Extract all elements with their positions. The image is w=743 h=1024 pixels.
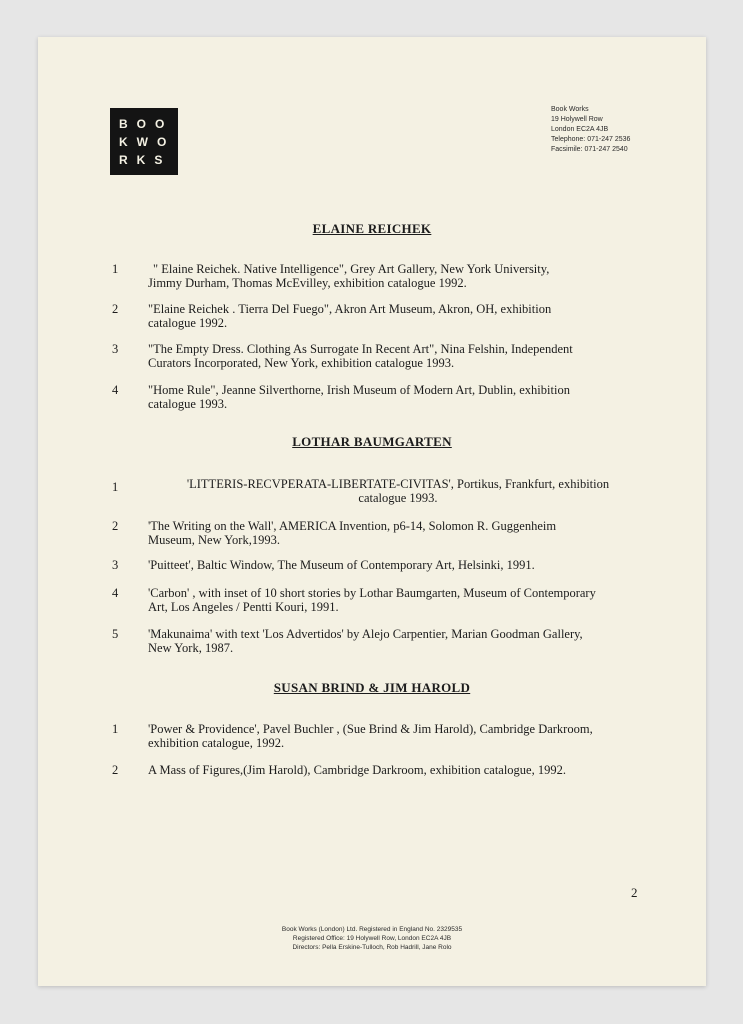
entry-line: exhibition catalogue, 1992. xyxy=(148,736,285,750)
bibliography-entry xyxy=(148,763,643,777)
address-line: 19 Holywell Row xyxy=(551,116,603,123)
item-number: 2 xyxy=(112,302,119,316)
item-number: 4 xyxy=(112,383,119,397)
entry-line: 'Makunaima' with text 'Los Advertidos' by Alejo Carpentier, Marian Goodman Gallery, xyxy=(148,627,583,641)
bibliography-entry xyxy=(148,262,643,290)
logo-row: KWO xyxy=(119,135,176,149)
address-line: Telephone: 071-247 2536 xyxy=(551,136,631,143)
page-number: 2 xyxy=(631,885,638,900)
footer-line: Registered Office: 19 Holywell Row, London EC2A 4JB xyxy=(292,935,452,942)
section-heading: SUSAN BRIND & JIM HAROLD xyxy=(273,680,471,695)
entry-line: 'Carbon' , with inset of 10 short stories by Lothar Baumgarten, Museum of Contemporary xyxy=(148,586,596,600)
entry-line: Curators Incorporated, New York, exhibition catalogue 1993. xyxy=(148,356,455,370)
footer-line: Directors: Pella Erskine-Tulloch, Rob Hadrill, Jane Rolo xyxy=(292,944,452,951)
item-number: 1 xyxy=(112,262,119,276)
bibliography-entry xyxy=(148,383,643,411)
bibliography-entry xyxy=(148,558,643,572)
entry-line: 'Puitteet', Baltic Window, The Museum of Contemporary Art, Helsinki, 1991. xyxy=(148,558,535,572)
letterhead-footer xyxy=(38,925,706,952)
document-page xyxy=(38,37,706,986)
footer-line: Book Works (London) Ltd. Registered in England No. 2329535 xyxy=(281,926,463,933)
entry-line: Museum, New York,1993. xyxy=(148,533,280,547)
bibliography-entry xyxy=(148,586,643,614)
address-line: London EC2A 4JB xyxy=(551,126,609,133)
item-number: 3 xyxy=(112,558,119,572)
entry-line: 'The Writing on the Wall', AMERICA Invention, p6-14, Solomon R. Guggenheim xyxy=(148,519,557,533)
bibliography-entry xyxy=(148,519,643,547)
section-heading: LOTHAR BAUMGARTEN xyxy=(292,434,452,449)
entry-line: 'LITTERIS-RECVPERATA-LIBERTATE-CIVITAS', Portikus, Frankfurt, exhibition xyxy=(186,477,610,491)
item-number: 1 xyxy=(112,722,119,736)
logo-row: RKS xyxy=(119,153,172,167)
entry-line: " Elaine Reichek. Native Intelligence", Grey Art Gallery, New York University, xyxy=(153,262,550,276)
item-number: 3 xyxy=(112,342,119,356)
entry-line: Art, Los Angeles / Pentti Kouri, 1991. xyxy=(148,600,339,614)
bibliography-entry xyxy=(148,722,643,750)
entry-line: "Elaine Reichek . Tierra Del Fuego", Akron Art Museum, Akron, OH, exhibition xyxy=(148,302,552,316)
entry-line: catalogue 1993. xyxy=(148,397,228,411)
bibliography-entry xyxy=(138,477,658,505)
entry-line: 'Power & Providence', Pavel Buchler , (Sue Brind & Jim Harold), Cambridge Darkroom, xyxy=(148,722,593,736)
entry-line: "The Empty Dress. Clothing As Surrogate In Recent Art", Nina Felshin, Independent xyxy=(148,342,573,356)
item-number: 4 xyxy=(112,586,119,600)
item-number: 2 xyxy=(112,519,119,533)
item-number: 2 xyxy=(112,763,119,777)
section-heading: ELAINE REICHEK xyxy=(312,221,432,236)
entry-line: Jimmy Durham, Thomas McEvilley, exhibition catalogue 1992. xyxy=(148,276,467,290)
entry-line: New York, 1987. xyxy=(148,641,234,655)
book-works-logo xyxy=(110,108,178,175)
bibliography-entry xyxy=(148,627,643,655)
item-number: 1 xyxy=(112,480,119,494)
address-line: Facsimile: 071-247 2540 xyxy=(551,146,628,153)
entry-line: catalogue 1992. xyxy=(148,316,228,330)
address-line: Book Works xyxy=(551,106,589,113)
entry-line: catalogue 1993. xyxy=(358,491,438,505)
item-number: 5 xyxy=(112,627,119,641)
entry-line: A Mass of Figures,(Jim Harold), Cambridge Darkroom, exhibition catalogue, 1992. xyxy=(148,763,566,777)
entry-line: "Home Rule", Jeanne Silverthorne, Irish Museum of Modern Art, Dublin, exhibition xyxy=(148,383,570,397)
bibliography-entry xyxy=(148,302,643,330)
logo-row: BOO xyxy=(119,117,174,131)
bibliography-entry xyxy=(148,342,643,370)
letterhead-address xyxy=(551,105,630,155)
